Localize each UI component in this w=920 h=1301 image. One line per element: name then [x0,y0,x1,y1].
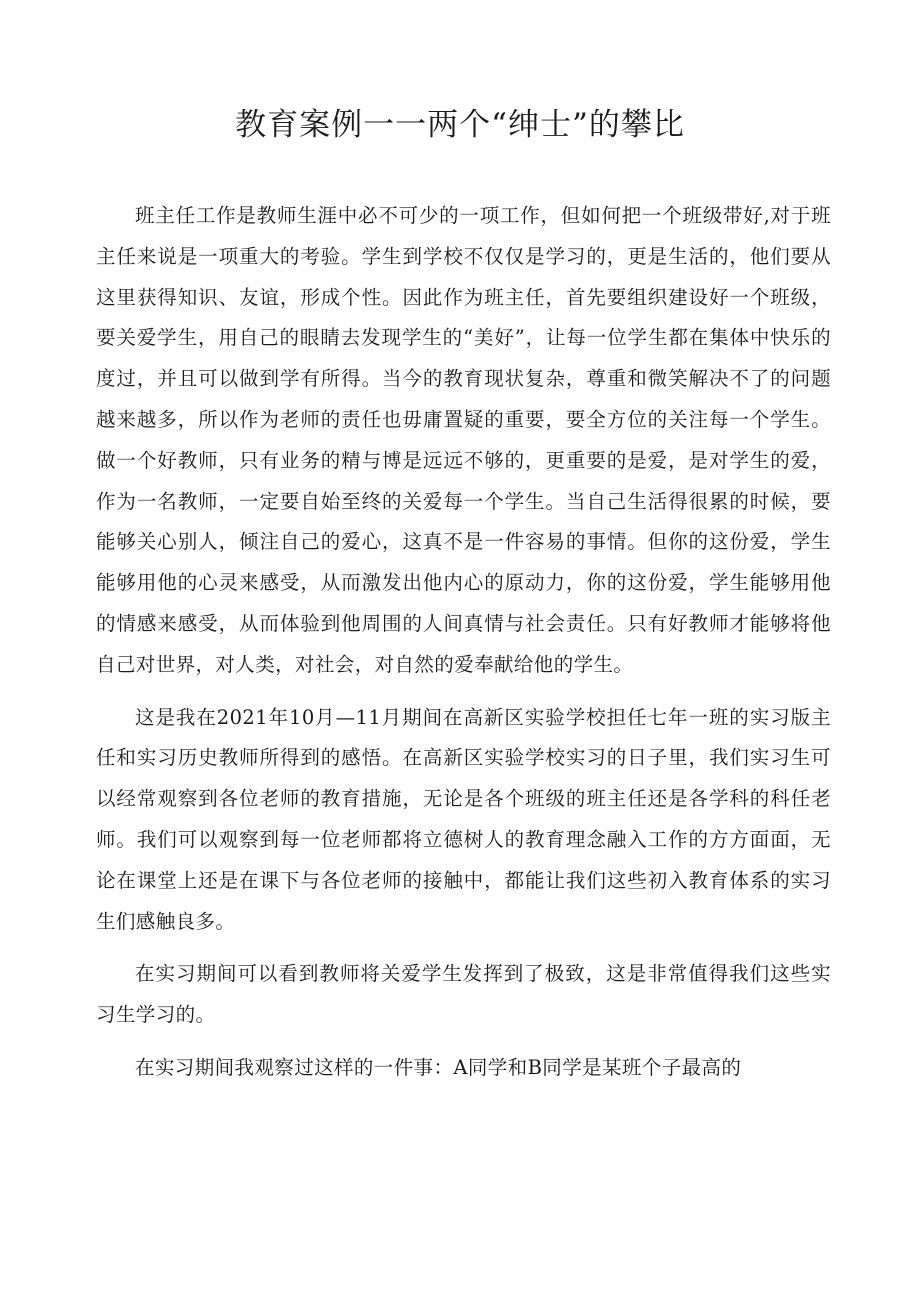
paragraph-case-start: 在实习期间我观察过这样的一件事：A同学和B同学是某班个子最高的 [135,1055,742,1079]
document-body [96,196,831,1101]
paragraph-observation: 在实习期间可以看到教师将关爱学生发挥到了极致，这是非常值得我们这些实习生学习的。 [96,962,831,1027]
paragraph-internship: 这是我在2021年10月—11月期间在高新区实验学校担任七年一班的实习版主任和实习历史教师所得到的感悟。在高新区实验学校实习的日子里，我们实习生可以经常观察到各位老师的教育措施，无论是各个班级的班主任还是各学科的科任老师。我们可以观察到每一位老师都将立德树人的教育理念融入工作的方方面面，无论在课堂上还是在课下与各位老师的接触中，都能让我们这些初入教育体系的实习生们感触良多。 [96,705,831,933]
paragraph-intro: 班主任工作是教师生涯中必不可少的一项工作，但如何把一个班级带好,对于班主任来说是一项重大的考验。学生到学校不仅仅是学习的，更是生活的，他们要从这里获得知识、友谊，形成个性。因此作为班主任，首先要组织建设好一个班级，要关爱学生，用自己的眼睛去发现学生的“美好”，让每一位学生都在集体中快乐的度过，并且可以做到学有所得。当今的教育现状复杂，尊重和微笑解决不了的问题越来越多，所以作为老师的责任也毋庸置疑的重要，要全方位的关注每一个学生。做一个好教师，只有业务的精与博是远远不够的，更重要的是爱，是对学生的爱，作为一名教师，一定要自始至终的关爱每一个学生。当自己生活得很累的时候，要能够关心别人，倾注自己的爱心，这真不是一件容易的事情。但你的这份爱，学生能够用他的心灵来感受，从而激发出他内心的原动力，你的这份爱，学生能够用他的情感来感受，从而体验到他周围的人间真情与社会责任。只有好教师才能够将他自己对世界，对人类，对社会，对自然的爱奉献给他的学生。 [96,204,831,676]
document-title: 教育案例一一两个“绅士”的攀比 [235,107,685,143]
